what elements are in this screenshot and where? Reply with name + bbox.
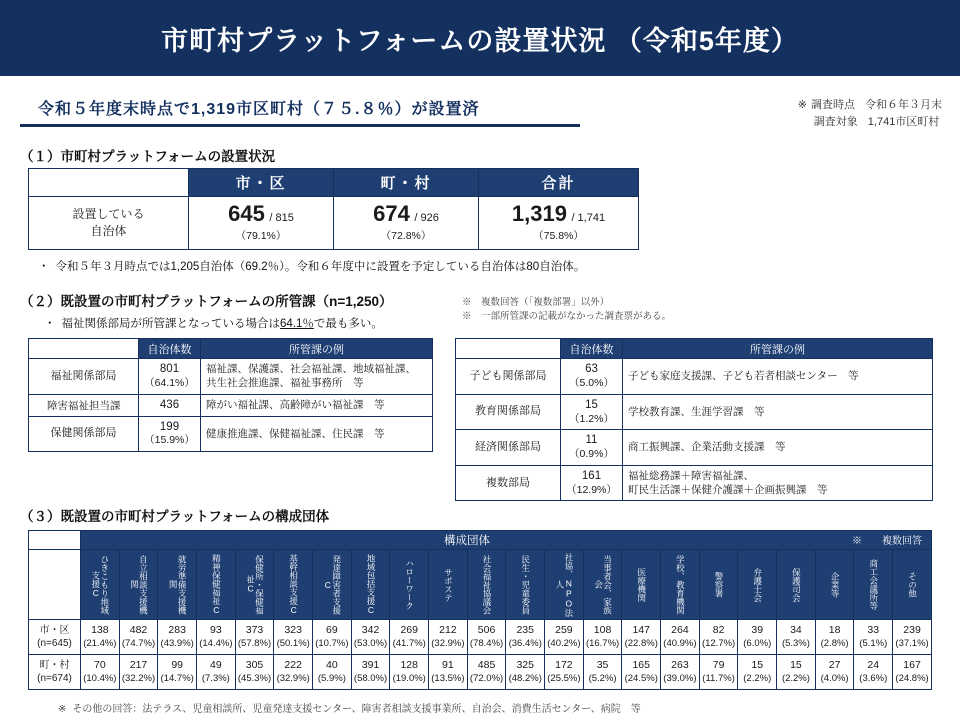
t3-city-val-20: 33 bbox=[867, 624, 880, 636]
section1-bullet bbox=[38, 258, 585, 274]
t3-city-cell-1 bbox=[119, 620, 158, 655]
t2r-count-2 bbox=[561, 430, 623, 466]
t2l-category-2: 保健関係部局 bbox=[29, 416, 139, 452]
section2-title: （２）既設置の市町村プラットフォームの所管課（n=1,250） bbox=[20, 294, 393, 309]
t1-row-label-line1: 設置している bbox=[72, 206, 145, 221]
t3-row-label-city-line1: 市・区 bbox=[39, 624, 70, 636]
t2r-example-2: 商工振興課、企業活動支援課 等 bbox=[623, 430, 933, 466]
t3-row-label-town-line2: (n=674) bbox=[37, 672, 72, 684]
t3-col-4-label: 保健所・保健福祉C bbox=[245, 554, 265, 615]
t1-total-count: 1,319 bbox=[511, 201, 567, 226]
table-row bbox=[29, 197, 639, 250]
t3-row-label-town bbox=[29, 654, 81, 689]
t3-col-18-label: 保護司会 bbox=[791, 567, 802, 602]
note-value-1: 令和６年３月末 bbox=[865, 99, 942, 111]
t3-city-cell-5 bbox=[274, 620, 313, 655]
subheading-block bbox=[20, 96, 580, 127]
table-row bbox=[29, 169, 639, 197]
table-row bbox=[456, 465, 933, 501]
t3-town-val-19: 27 bbox=[828, 658, 841, 671]
t2r-header-count: 自治体数 bbox=[561, 339, 623, 359]
t3-city-val-8: 269 bbox=[400, 624, 418, 636]
t3-city-cell-8 bbox=[390, 620, 429, 655]
t3-city-pct-19: (2.8%) bbox=[820, 637, 849, 649]
table-row bbox=[456, 339, 933, 359]
t3-col-1-label: 自立相談支援機関 bbox=[129, 554, 149, 615]
t3-city-pct-12: (40.2%) bbox=[547, 637, 581, 649]
t3-city-cell-3 bbox=[197, 620, 236, 655]
section2-bullet-pre: 福祉関係部局が所管課となっている場合は bbox=[61, 318, 280, 330]
t3-city-val-15: 264 bbox=[671, 624, 689, 636]
t2r-count-pct-2: （0.9%） bbox=[569, 448, 614, 461]
t3-col-13-label: 当事者会、家族会 bbox=[593, 554, 613, 615]
t3-col-15-label: 学校、教育機関 bbox=[675, 554, 686, 615]
t3-town-cell-21 bbox=[893, 654, 932, 689]
t2r-count-pct-1: （1.2%） bbox=[569, 412, 614, 425]
table-row bbox=[29, 550, 932, 620]
t2l-example-0-line2: 共生社会推進課、福祉事務所 等 bbox=[206, 377, 364, 390]
t3-town-cell-0 bbox=[81, 654, 120, 689]
t3-col-2-label: 就労準備支援機関 bbox=[168, 554, 188, 615]
t3-col-10 bbox=[467, 550, 506, 620]
table-row bbox=[29, 416, 433, 452]
t2l-count-1 bbox=[139, 394, 201, 416]
t3-town-cell-11 bbox=[506, 654, 545, 689]
t1-cell-total bbox=[479, 197, 639, 250]
t3-col-21 bbox=[893, 550, 932, 620]
t3-town-val-21: 167 bbox=[903, 658, 921, 671]
t3-town-pct-5: (32.9%) bbox=[276, 672, 310, 684]
t3-town-val-11: 325 bbox=[516, 658, 534, 671]
t3-town-pct-0: (10.4%) bbox=[83, 672, 117, 684]
t3-town-pct-8: (19.0%) bbox=[392, 672, 426, 684]
t3-city-pct-20: (5.1%) bbox=[859, 637, 888, 649]
t3-col-0 bbox=[81, 550, 120, 620]
t3-town-val-5: 222 bbox=[284, 658, 302, 671]
t2r-count-pct-3: （12.9%） bbox=[566, 483, 617, 496]
t3-town-pct-20: (3.6%) bbox=[859, 672, 888, 684]
t1-row-label-line2: 自治体 bbox=[90, 224, 127, 238]
t3-town-pct-13: (5.2%) bbox=[588, 672, 617, 684]
t3-corner-cell bbox=[29, 531, 81, 550]
t2l-example-0-line1: 福祉課、保護課、社会福祉課、地域福祉課、 bbox=[206, 363, 416, 376]
t2r-count-0 bbox=[561, 359, 623, 395]
t2l-count-value-1: 436 bbox=[159, 398, 180, 411]
section3-footer-note bbox=[58, 700, 641, 715]
t3-col-6 bbox=[313, 550, 352, 620]
t3-city-cell-0 bbox=[81, 620, 120, 655]
t3-city-pct-1: (74.7%) bbox=[121, 637, 156, 649]
t3-town-val-13: 35 bbox=[596, 658, 609, 671]
t2r-example-3-line2: 町民生活課＋保健介護課＋企画振興課 等 bbox=[628, 484, 828, 497]
subheading-text: 令和５年度末時点で1,319市区町村（７５.８％）が設置済 bbox=[38, 101, 480, 118]
t3-city-cell-19 bbox=[815, 620, 854, 655]
table-row bbox=[29, 531, 932, 550]
t3-city-cell-13 bbox=[583, 620, 622, 655]
t3-col-16-label: 警察署 bbox=[714, 571, 725, 598]
t3-city-cell-6 bbox=[313, 620, 352, 655]
t3-city-pct-6: (10.7%) bbox=[315, 637, 349, 649]
section2-bullet-underline: 64.1％ bbox=[280, 318, 314, 330]
table-row bbox=[29, 654, 932, 689]
t3-town-pct-12: (25.5%) bbox=[547, 672, 581, 684]
t3-group-header bbox=[81, 531, 932, 550]
t3-city-val-3: 93 bbox=[210, 624, 222, 636]
t3-group-header-label: 構成団体 bbox=[444, 535, 490, 547]
section3-title: （３）既設置の市町村プラットフォームの構成団体 bbox=[20, 509, 330, 524]
t3-col-11-label: 民生・児童委員 bbox=[520, 554, 531, 615]
t2r-category-2: 経済関係部局 bbox=[456, 430, 561, 466]
t3-town-pct-21: (24.8%) bbox=[895, 672, 929, 684]
t3-city-val-14: 147 bbox=[632, 624, 650, 636]
table-row bbox=[29, 620, 932, 655]
t2l-category-1: 障害福祉担当課 bbox=[29, 394, 139, 416]
t3-city-val-1: 482 bbox=[129, 624, 148, 636]
t3-town-val-3: 49 bbox=[210, 658, 222, 671]
t3-town-val-14: 165 bbox=[632, 658, 650, 671]
t2r-category-0: 子ども関係部局 bbox=[456, 359, 561, 395]
footer-note-text: その他の回答：法テラス、児童相談所、児童発達支援センター、障害者相談支援事業所、自治会、消費生活センター、病院 等 bbox=[72, 704, 641, 715]
t3-town-val-12: 172 bbox=[555, 658, 573, 671]
t1-city-pct: （79.1%） bbox=[235, 230, 287, 242]
table-row bbox=[456, 430, 933, 466]
t3-corner-cell-2 bbox=[29, 550, 81, 620]
t3-city-val-6: 69 bbox=[326, 624, 338, 636]
t3-town-pct-14: (24.5%) bbox=[624, 672, 658, 684]
t3-city-cell-4 bbox=[235, 620, 274, 655]
t3-town-cell-8 bbox=[390, 654, 429, 689]
t2l-count-2 bbox=[139, 416, 201, 452]
t3-town-val-8: 128 bbox=[400, 658, 418, 671]
t3-town-cell-3 bbox=[197, 654, 236, 689]
t1-header-town: 町・村 bbox=[334, 169, 479, 197]
t2r-count-value-1: 15 bbox=[585, 398, 598, 411]
t3-col-16 bbox=[699, 550, 738, 620]
t3-col-0-label: ひきこもり地域支援C bbox=[90, 554, 110, 615]
t3-col-3-label: 精神保健福祉C bbox=[211, 554, 222, 615]
t3-town-cell-1 bbox=[119, 654, 158, 689]
t3-city-pct-7: (53.0%) bbox=[353, 637, 388, 649]
t1-cell-town bbox=[334, 197, 479, 250]
t3-city-cell-17 bbox=[738, 620, 777, 655]
t2l-header-count: 自治体数 bbox=[139, 339, 201, 359]
installation-status-table bbox=[28, 168, 639, 250]
t2l-count-pct-0: （64.1%） bbox=[144, 376, 195, 389]
t3-col-19 bbox=[815, 550, 854, 620]
footer-note-mark: ※ bbox=[58, 704, 67, 715]
t3-town-cell-16 bbox=[699, 654, 738, 689]
t3-town-val-20: 24 bbox=[867, 658, 880, 671]
t3-city-pct-14: (22.8%) bbox=[624, 637, 658, 649]
t3-city-val-7: 342 bbox=[361, 624, 380, 636]
t1-city-count: 645 bbox=[228, 201, 265, 226]
t3-col-4 bbox=[235, 550, 274, 620]
t2l-count-value-2: 199 bbox=[159, 420, 180, 433]
t2r-category-3: 複数部局 bbox=[456, 465, 561, 501]
t3-town-val-2: 99 bbox=[171, 658, 184, 671]
t3-city-pct-3: (14.4%) bbox=[199, 637, 233, 649]
t3-town-cell-7 bbox=[351, 654, 390, 689]
t3-col-19-label: 企業等 bbox=[830, 571, 841, 598]
t2l-header-example: 所管課の例 bbox=[201, 339, 433, 359]
t3-city-val-0: 138 bbox=[91, 624, 109, 636]
t3-col-20-label: 商工会議所等 bbox=[868, 559, 879, 610]
section1-title: （１）市町村プラットフォームの設置状況 bbox=[20, 149, 276, 164]
t3-town-pct-3: (7.3%) bbox=[201, 672, 230, 684]
t3-town-val-1: 217 bbox=[129, 658, 148, 671]
t3-city-cell-16 bbox=[699, 620, 738, 655]
t2r-count-3 bbox=[561, 465, 623, 501]
t3-town-pct-2: (14.7%) bbox=[160, 672, 194, 684]
table-row bbox=[456, 359, 933, 395]
t3-col-3 bbox=[197, 550, 236, 620]
t3-town-pct-4: (45.3%) bbox=[237, 672, 272, 684]
t3-col-12 bbox=[545, 550, 584, 620]
t3-city-pct-2: (43.9%) bbox=[160, 637, 194, 649]
t3-city-val-13: 108 bbox=[593, 624, 612, 636]
t3-town-val-17: 15 bbox=[751, 658, 764, 671]
t3-col-7 bbox=[351, 550, 390, 620]
t2r-category-1: 教育関係部局 bbox=[456, 394, 561, 430]
t3-town-val-4: 305 bbox=[245, 658, 264, 671]
t3-town-pct-9: (13.5%) bbox=[431, 672, 465, 684]
bullet-dot: ・ bbox=[44, 318, 56, 330]
t1-row-label bbox=[29, 197, 189, 250]
t3-col-20 bbox=[854, 550, 893, 620]
t3-town-cell-12 bbox=[545, 654, 584, 689]
t3-town-pct-18: (2.2%) bbox=[781, 672, 810, 684]
t3-city-pct-18: (5.3%) bbox=[781, 637, 810, 649]
t3-town-pct-11: (48.2%) bbox=[508, 672, 542, 684]
t3-town-val-0: 70 bbox=[93, 658, 106, 671]
t3-town-pct-6: (5.9%) bbox=[317, 672, 346, 684]
t2r-count-value-2: 11 bbox=[585, 434, 598, 447]
t3-col-11 bbox=[506, 550, 545, 620]
t3-col-17-label: 弁護士会 bbox=[752, 567, 763, 602]
t3-col-14-label: 医療機関 bbox=[636, 567, 647, 602]
t3-city-cell-21 bbox=[893, 620, 932, 655]
t3-city-pct-17: (6.0%) bbox=[743, 637, 772, 649]
t3-city-val-2: 283 bbox=[168, 624, 186, 636]
t3-city-cell-2 bbox=[158, 620, 197, 655]
t3-town-val-6: 40 bbox=[326, 658, 338, 671]
t3-city-val-16: 82 bbox=[712, 624, 725, 636]
t3-town-val-9: 91 bbox=[442, 658, 454, 671]
note-value-2: 1,741市区町村 bbox=[867, 115, 940, 128]
t3-col-14 bbox=[622, 550, 661, 620]
t3-col-21-label: その他 bbox=[907, 571, 918, 598]
t3-col-1 bbox=[119, 550, 158, 620]
section2-note-2: ※ 一部所管課の記載がなかった調査票がある。 bbox=[462, 310, 672, 322]
t2l-corner-cell bbox=[29, 339, 139, 359]
t3-city-val-9: 212 bbox=[439, 624, 457, 636]
t3-col-8 bbox=[390, 550, 429, 620]
t3-city-cell-18 bbox=[777, 620, 816, 655]
t3-row-label-city-line2: (n=645) bbox=[37, 637, 72, 649]
section2-bullet-post: で最も多い。 bbox=[313, 318, 383, 330]
t1-town-denom: / 926 bbox=[414, 212, 439, 224]
t3-town-pct-19: (4.0%) bbox=[820, 672, 849, 684]
jurisdiction-table-right bbox=[455, 338, 933, 501]
t3-town-cell-18 bbox=[777, 654, 816, 689]
t1-header-city: 市・区 bbox=[189, 169, 334, 197]
t3-city-cell-11 bbox=[506, 620, 545, 655]
note-mark: ※ bbox=[797, 99, 807, 111]
t3-town-pct-7: (58.0%) bbox=[353, 672, 388, 684]
t1-total-denom: / 1,741 bbox=[571, 212, 606, 224]
t3-col-5 bbox=[274, 550, 313, 620]
t3-town-cell-15 bbox=[661, 654, 700, 689]
t2l-count-pct-2: （15.9%） bbox=[144, 434, 195, 447]
t2r-count-1 bbox=[561, 394, 623, 430]
t3-city-pct-15: (40.9%) bbox=[663, 637, 697, 649]
t1-corner-cell bbox=[29, 169, 189, 197]
t2r-example-3 bbox=[623, 465, 933, 501]
member-organizations-table bbox=[28, 530, 932, 690]
t3-city-cell-7 bbox=[351, 620, 390, 655]
t3-city-val-17: 39 bbox=[751, 624, 764, 636]
section2-note-1: ※ 複数回答（「複数部署」以外） bbox=[462, 297, 610, 308]
t3-row-label-city bbox=[29, 620, 81, 655]
subheading-rule bbox=[20, 124, 580, 127]
t3-city-pct-21: (37.1%) bbox=[895, 637, 929, 649]
t3-town-cell-17 bbox=[738, 654, 777, 689]
table-row bbox=[456, 394, 933, 430]
t2l-count-value-0: 801 bbox=[159, 363, 180, 375]
t3-town-cell-5 bbox=[274, 654, 313, 689]
t3-town-val-18: 15 bbox=[790, 658, 802, 671]
jurisdiction-table-left bbox=[28, 338, 433, 452]
t1-town-count: 674 bbox=[373, 201, 410, 226]
section2-notes bbox=[462, 296, 671, 324]
t3-col-13 bbox=[583, 550, 622, 620]
t2l-count-0 bbox=[139, 359, 201, 395]
t3-city-cell-14 bbox=[622, 620, 661, 655]
table-row bbox=[29, 359, 433, 395]
t3-town-pct-1: (32.2%) bbox=[121, 672, 156, 684]
t3-city-pct-0: (21.4%) bbox=[83, 637, 117, 649]
t3-city-pct-16: (12.7%) bbox=[701, 637, 736, 649]
t1-city-denom: / 815 bbox=[269, 212, 294, 224]
t2r-count-value-0: 63 bbox=[585, 363, 598, 375]
t2r-corner-cell bbox=[456, 339, 561, 359]
bullet-dot: ・ bbox=[38, 261, 50, 273]
t3-city-cell-9 bbox=[429, 620, 468, 655]
t3-town-pct-10: (72.0%) bbox=[469, 672, 504, 684]
t3-col-7-label: 地域包括支援C bbox=[366, 554, 376, 615]
t3-row-label-town-line1: 町・村 bbox=[39, 659, 70, 671]
t1-header-total: 合計 bbox=[479, 169, 639, 197]
t2l-example-2: 健康推進課、保健福祉課、住民課 等 bbox=[201, 416, 433, 452]
t3-town-cell-13 bbox=[583, 654, 622, 689]
t3-col-8-label: ハローワーク bbox=[404, 559, 415, 610]
t2l-example-0 bbox=[201, 359, 433, 395]
t3-col-2 bbox=[158, 550, 197, 620]
t2r-example-3-line1: 福祉総務課＋障害福祉課、 bbox=[628, 469, 754, 482]
t3-city-cell-12 bbox=[545, 620, 584, 655]
t3-town-cell-14 bbox=[622, 654, 661, 689]
t3-town-cell-9 bbox=[429, 654, 468, 689]
t3-city-val-21: 239 bbox=[903, 624, 921, 636]
t2r-header-example: 所管課の例 bbox=[623, 339, 933, 359]
note-label-2: 調査対象 bbox=[813, 115, 858, 128]
t2r-count-pct-0: （5.0%） bbox=[569, 376, 614, 389]
t3-city-val-4: 373 bbox=[245, 624, 264, 636]
table-row bbox=[29, 394, 433, 416]
section1-bullet-text: 令和５年３月時点では1,205自治体（69.2％）。令和６年度中に設置を予定している自治体は80自治体。 bbox=[55, 261, 586, 273]
t3-col-12-label: 社協、NPO法人 bbox=[554, 552, 574, 617]
t3-col-6-label: 発達障害者支援C bbox=[322, 554, 342, 615]
t1-town-pct: （72.8%） bbox=[380, 230, 432, 242]
t3-col-9-label: サポステ bbox=[443, 567, 454, 602]
page-title: 市町村プラットフォームの設置状況 （令和5年度） bbox=[161, 25, 799, 56]
t3-city-pct-9: (32.9%) bbox=[431, 637, 465, 649]
t3-multi-answer-note: ※ 複数回答 bbox=[852, 536, 922, 547]
t3-town-cell-20 bbox=[854, 654, 893, 689]
t3-city-val-10: 506 bbox=[477, 624, 496, 636]
table-row bbox=[29, 339, 433, 359]
note-label-1: 調査時点 bbox=[811, 99, 855, 111]
t3-city-pct-8: (41.7%) bbox=[392, 637, 426, 649]
section2-bullet bbox=[44, 315, 383, 331]
t2r-count-value-3: 161 bbox=[581, 469, 602, 482]
t3-city-val-12: 259 bbox=[555, 624, 573, 636]
t3-town-cell-2 bbox=[158, 654, 197, 689]
t2r-example-0: 子ども家庭支援課、子ども若者相談センター 等 bbox=[623, 359, 933, 395]
t3-town-cell-10 bbox=[467, 654, 506, 689]
t3-city-pct-4: (57.8%) bbox=[237, 637, 272, 649]
t3-city-cell-20 bbox=[854, 620, 893, 655]
page-header bbox=[0, 0, 960, 76]
t3-town-cell-19 bbox=[815, 654, 854, 689]
t3-town-cell-6 bbox=[313, 654, 352, 689]
t3-col-18 bbox=[777, 550, 816, 620]
t3-col-17 bbox=[738, 550, 777, 620]
t3-city-cell-15 bbox=[661, 620, 700, 655]
t3-city-val-5: 323 bbox=[284, 624, 302, 636]
t3-town-val-15: 263 bbox=[671, 658, 689, 671]
t3-town-pct-17: (2.2%) bbox=[743, 672, 772, 684]
t3-col-5-label: 基幹相談支援C bbox=[288, 554, 299, 615]
t3-city-pct-10: (78.4%) bbox=[469, 637, 504, 649]
t3-city-val-11: 235 bbox=[516, 624, 534, 636]
t3-town-val-10: 485 bbox=[477, 658, 496, 671]
t3-city-val-18: 34 bbox=[790, 624, 802, 636]
t3-city-pct-5: (50.1%) bbox=[276, 637, 310, 649]
survey-note bbox=[798, 97, 942, 130]
t3-col-10-label: 社会福祉協議会 bbox=[482, 554, 493, 615]
t3-town-pct-16: (11.7%) bbox=[702, 672, 735, 684]
t2l-example-1: 障がい福祉課、高齢障がい福祉課 等 bbox=[201, 394, 433, 416]
t3-city-cell-10 bbox=[467, 620, 506, 655]
t1-cell-city bbox=[189, 197, 334, 250]
t3-col-15 bbox=[661, 550, 700, 620]
t3-town-val-7: 391 bbox=[361, 658, 380, 671]
t3-city-pct-13: (16.7%) bbox=[585, 637, 620, 649]
t3-city-pct-11: (36.4%) bbox=[508, 637, 542, 649]
t3-town-cell-4 bbox=[235, 654, 274, 689]
t1-total-pct: （75.8%） bbox=[533, 230, 584, 242]
t3-city-val-19: 18 bbox=[828, 624, 841, 636]
t3-town-pct-15: (39.0%) bbox=[663, 672, 697, 684]
t3-town-val-16: 79 bbox=[712, 658, 725, 671]
t3-col-9 bbox=[429, 550, 468, 620]
t2r-example-1: 学校教育課、生涯学習課 等 bbox=[623, 394, 933, 430]
t2l-category-0: 福祉関係部局 bbox=[29, 359, 139, 395]
